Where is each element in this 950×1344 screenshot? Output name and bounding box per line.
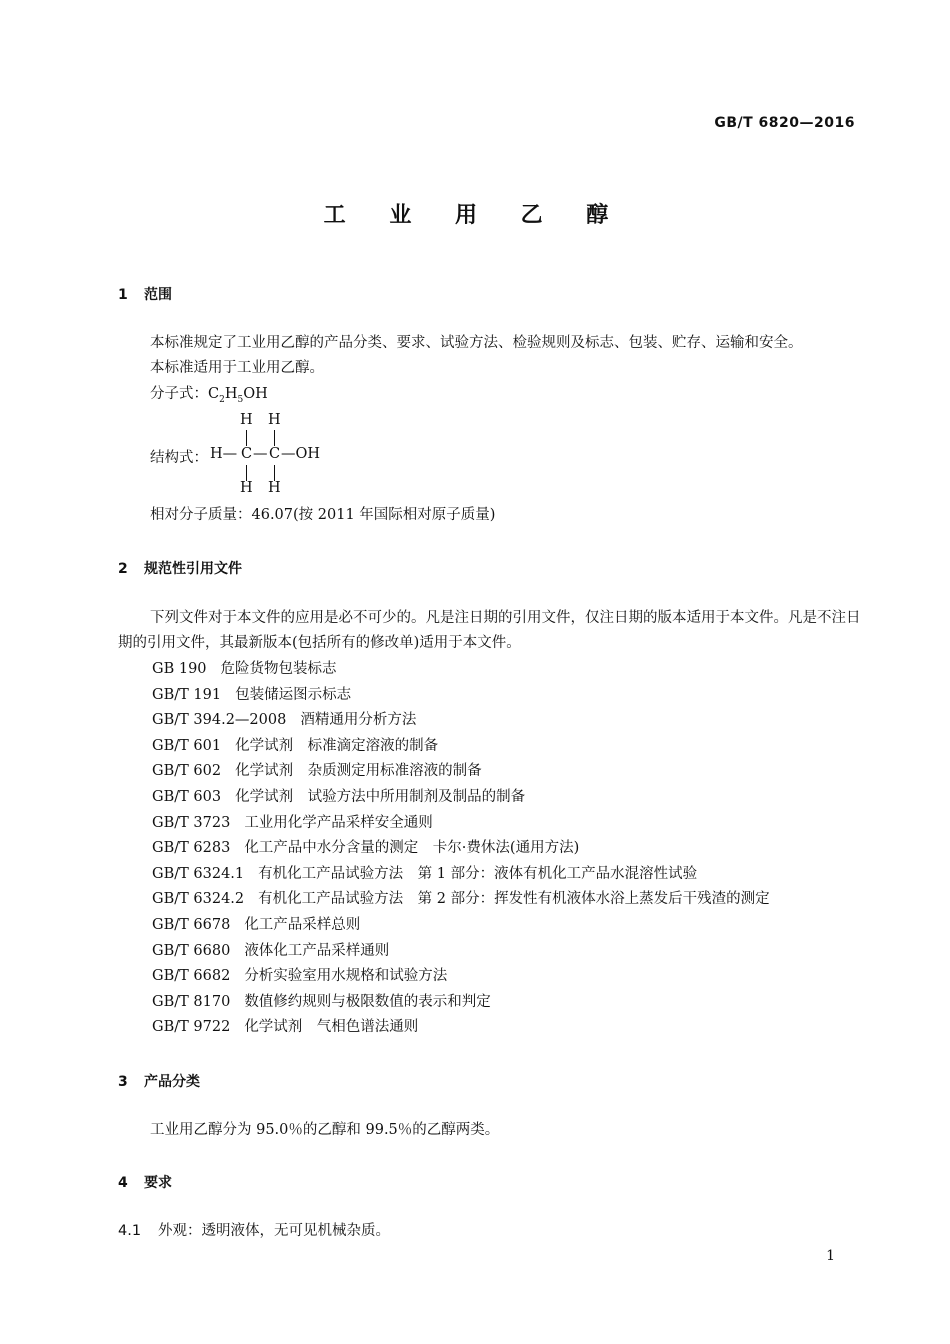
reference-title: 化学试剂 气相色谱法通则 <box>244 1019 419 1036</box>
structure-mid-bond: — <box>253 446 268 462</box>
reference-title: 数值修约规则与极限数值的表示和判定 <box>244 993 491 1010</box>
reference-code: GB/T 191 <box>152 686 222 703</box>
reference-code: GB/T 603 <box>152 788 222 805</box>
section-number: 2 <box>118 561 128 577</box>
reference-item <box>152 759 770 785</box>
reference-title: 酒精通用分析方法 <box>300 712 417 729</box>
molecular-formula <box>150 382 268 413</box>
reference-item <box>152 657 770 683</box>
formula-label: 分子式： <box>150 386 208 402</box>
reference-title: 危险货物包装标志 <box>220 661 337 677</box>
structure-label: 结构式： <box>150 450 208 466</box>
section-number: 1 <box>118 287 128 303</box>
section-1-heading <box>118 284 172 304</box>
structure-h-bottom-2: H <box>268 480 281 496</box>
subsection-number: 4.1 <box>118 1223 142 1239</box>
reference-code: GB/T 394.2—2008 <box>152 712 287 729</box>
section-number: 4 <box>118 1175 128 1191</box>
reference-item <box>152 1015 770 1041</box>
reference-title: 化学试剂 标准滴定溶液的制备 <box>235 737 439 754</box>
reference-code: GB/T 6324.1 <box>152 865 245 882</box>
reference-code: GB/T 602 <box>152 763 222 780</box>
page-number: 1 <box>826 1248 835 1264</box>
reference-code: GB/T 6678 <box>152 916 231 933</box>
section-title: 要求 <box>144 1175 172 1191</box>
reference-code: GB/T 6283 <box>152 840 231 857</box>
reference-item <box>152 913 770 939</box>
section-4-heading <box>118 1172 172 1192</box>
reference-item <box>152 734 770 760</box>
reference-code: GB/T 6682 <box>152 968 231 985</box>
reference-code: GB/T 6324.2 <box>152 891 245 908</box>
section-number: 3 <box>118 1074 128 1090</box>
scope-paragraph-2: 本标准适用于工业用乙醇。 <box>150 360 324 376</box>
reference-title: 化工产品中水分含量的测定 卡尔·费休法(通用方法) <box>244 840 580 857</box>
structure-carbon-1: C <box>241 446 253 462</box>
subsection-text: 外观：透明液体，无可见机械杂质。 <box>158 1223 390 1239</box>
section-title: 范围 <box>144 287 172 303</box>
section-title: 产品分类 <box>144 1074 200 1090</box>
reference-item <box>152 990 770 1016</box>
reference-title: 包装储运图示标志 <box>235 686 352 703</box>
formula-h-subscript: 5 <box>237 394 244 405</box>
reference-item <box>152 811 770 837</box>
reference-item <box>152 785 770 811</box>
section-title: 规范性引用文件 <box>144 561 242 577</box>
reference-title: 工业用化学产品采样安全通则 <box>244 814 433 831</box>
reference-title: 有机化工产品试验方法 第 1 部分：液体有机化工产品水混溶性试验 <box>258 865 698 882</box>
reference-code: GB/T 3723 <box>152 814 231 831</box>
formula-tail: OH <box>243 386 268 402</box>
section-3-heading <box>118 1071 200 1091</box>
reference-item <box>152 683 770 709</box>
reference-code: GB/T 6680 <box>152 942 231 959</box>
bond-line <box>246 430 247 446</box>
reference-title: 有机化工产品试验方法 第 2 部分：挥发性有机液体水浴上蒸发后干残渣的测定 <box>258 891 770 908</box>
section-2-heading <box>118 558 242 578</box>
reference-title: 化学试剂 试验方法中所用制剂及制品的制备 <box>235 788 526 805</box>
reference-code: GB/T 601 <box>152 737 222 754</box>
classification-paragraph: 工业用乙醇分为 95.0％的乙醇和 99.5％的乙醇两类。 <box>150 1122 500 1138</box>
document-title: 工 业 用 乙 醇 <box>323 203 627 228</box>
subsection-4-1 <box>118 1219 390 1244</box>
structure-h-bottom-1: H <box>240 480 253 496</box>
bond-line <box>274 430 275 446</box>
relative-molecular-mass: 相对分子质量：46.07(按 2011 年国际相对原子质量) <box>150 507 496 523</box>
reference-code: GB/T 8170 <box>152 993 231 1010</box>
structure-right: —OH <box>281 446 321 462</box>
reference-item <box>152 836 770 862</box>
formula-c: C <box>208 386 220 402</box>
standard-number: GB/T 6820—2016 <box>714 115 855 131</box>
formula-h: H <box>224 386 238 402</box>
bond-line <box>274 465 275 481</box>
reference-item <box>152 964 770 990</box>
reference-title: 化工产品采样总则 <box>244 916 361 933</box>
structure-h-top-1: H <box>240 412 253 428</box>
scope-paragraph-1: 本标准规定了工业用乙醇的产品分类、要求、试验方法、检验规则及标志、包装、贮存、运输和安全。 <box>150 335 803 351</box>
formula-c-subscript: 2 <box>219 394 225 405</box>
reference-code: GB/T 9722 <box>152 1019 231 1036</box>
reference-item <box>152 887 770 913</box>
references-intro: 下列文件对于本文件的应用是必不可少的。凡是注日期的引用文件，仅注日期的版本适用于本文件。凡是不注日期的引用文件，其最新版本(包括所有的修改单)适用于本文件。 <box>118 610 861 651</box>
reference-title: 分析实验室用水规格和试验方法 <box>244 968 448 985</box>
structure-h-top-2: H <box>268 412 281 428</box>
reference-item <box>152 862 770 888</box>
reference-title: 液体化工产品采样通则 <box>244 942 390 959</box>
reference-item <box>152 708 770 734</box>
structure-carbon-2: C <box>269 446 281 462</box>
structural-formula <box>150 412 390 500</box>
reference-item <box>152 939 770 965</box>
reference-title: 化学试剂 杂质测定用标准溶液的制备 <box>235 763 482 780</box>
normative-references-list <box>152 657 770 1041</box>
structure-left: H— <box>210 446 238 462</box>
reference-code: GB 190 <box>152 661 207 677</box>
bond-line <box>246 465 247 481</box>
